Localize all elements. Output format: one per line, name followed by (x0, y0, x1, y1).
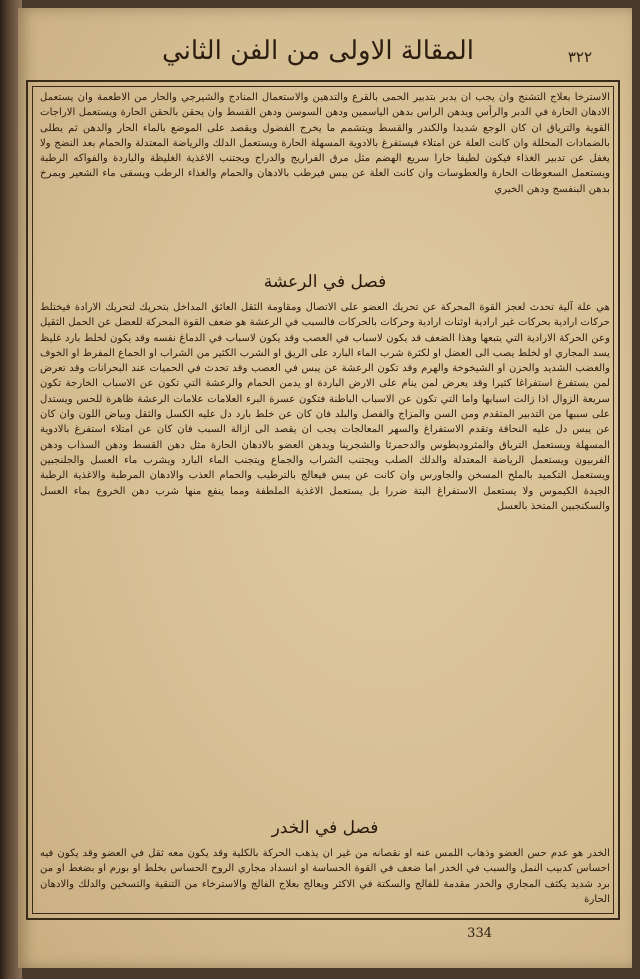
paragraph-continuation: الاسترخا بعلاج التشنج وان يجب ان يدبر بتدبير الحمى بالقرع والتدهين والاستعمال المنادج والشيرجي والحار من الاطعمة وان يستعمل الادهان الحارة في الدبر والرأس ويدهن الراس بدهن الياسمين ودهن السوسن ودهن القسط وان يحقن بالحقن الحارة ويستعمل الاراجات القوية والترياق ان كان الوجع شديدا والكندر والقسط ويتشمم ما يخرج الفضول ويقصد على الموضع بالماء الحار والدهن ثم يطلى بالضمادات المحللة وان كانت العلة عن امتلاء فيستفرغ بالادوية المسهلة الحارة ويستعمل الدلك والرياضة المعتدلة والحمام بعد النضج ولا يغفل عن تدبير الغذاء فيكون لطيفا حارا سريع الهضم مثل مرق الفراريج والدراج ويجتنب الاغذية الغليظة والباردة والفواكه الرطبة ويستعمل السعوطات الحارة والعطوسات وان كانت العلة عن يبس فيرطب بالادهان والحمام والغذاء الرطب ويسقى ماء الشعير ويمرخ بدهن البنفسج ودهن الخيري (40, 92, 610, 195)
page-title: المقالة الاولى من الفن الثاني (162, 36, 474, 66)
paragraph-numbness: الخدر هو عدم حس العضو وذهاب اللمس عنه او نقصانه من غير ان يذهب الحركة بالكلية وقد يكون معه ثقل في العضو وقد يكون فيه احساس كدبيب النمل والسبب في الخدر اما ضعف في القوة الحساسة او انسداد مجاري الروح الحساس بخلط او بورم او بضغط او من برد شديد يكثف المجاري والخدر مقدمة للفالج والسكتة في الاكثر ويعالج بعلاج الفالج والاسترخاء من التنقية والتسخين والدلك والادهان الحارة (40, 848, 610, 905)
paragraph-tremor: هي علة آلية تحدث لعجز القوة المحركة عن تحريك العضو على الاتصال ومقاومة الثقل العائق المداخل بتحريك لتحريك الارادة فيختلط حركات ارادية بحركات غير ارادية اوثنات ارادية وحركات بالحركات فالسبب في الرعشة هو ضعف القوة المحركة للعضل عن الحمل الثقيل وعن الحركة الارادية التي يتبعها وهذا الضعف قد يكون لاسباب في العصب وقد يكون لاسباب في الدماغ نفسه وقد يكون لخلط بارد غليظ يسد المجاري او لخلط يصب الى العضل او لكثرة شرب الماء البارد على الريق او الشرب الكثير من الشراب او الجماع المفرط او الخوف والغضب الشديد والحزن او الشيخوخة والهرم وقد تكون الرعشة عن يبس في العصب وقد تحدث في الحميات عند البحرانات وقد تعرض لمن يستفرغ استفراغا كثيرا وقد يعرض لمن ينام على الارض الباردة او يدمن الحمام والرعشة التي تكون عن الاسباب الخارجة تكون سريعة الزوال اذا زالت اسبابها واما التي تكون عن الاسباب الباطنة فتكون عسرة البرء العلامات علامات الرعشة ظاهرة للحس ويستدل على سببها من التدبير المتقدم ومن السن والمزاج والفصل والبلد فان كان عن خلط بارد دل عليه الكسل والثقل وبياض اللون وان كان عن يبس دل عليه النحافة وتقدم الاستفراغ والسهر المعالجات يجب ان يقصد الى ازالة السبب فان كان عن امتلاء استفرغ بالادوية المسهلة ويستعمل الترياق والمثروديطوس والدحمرثا والشجرينا ويدهن العضو بالادهان الحارة مثل دهن القسط ودهن السذاب ودهن الفربيون ويستعمل الرياضة المعتدلة والدلك الصلب ويجتنب الشراب والجماع ويتجنب الماء البارد ويشرب ماء العسل والجلنجبين ويستعمل التكميد بالملح المسخن والجاورس وان كانت عن يبس فيعالج بالترطيب والحمام العذب والادهان المرطبة والاغذية الرطبة الجيدة الكيموس ولا يستعمل الاستفراغ البتة ضررا بل يستعمل الاغذية الملطفة ومما ينفع منها شرب دهن الخروع بماء العسل والسكنجبين المتخذ بالعسل (40, 302, 610, 512)
section-heading-tremor: فصل في الرعشة (263, 272, 387, 292)
manuscript-page (18, 8, 632, 968)
page-number-bottom: 334 (467, 926, 492, 941)
section-heading-numbness: فصل في الخدر (271, 818, 379, 838)
page-number-top: ٣٢٢ (567, 48, 592, 66)
